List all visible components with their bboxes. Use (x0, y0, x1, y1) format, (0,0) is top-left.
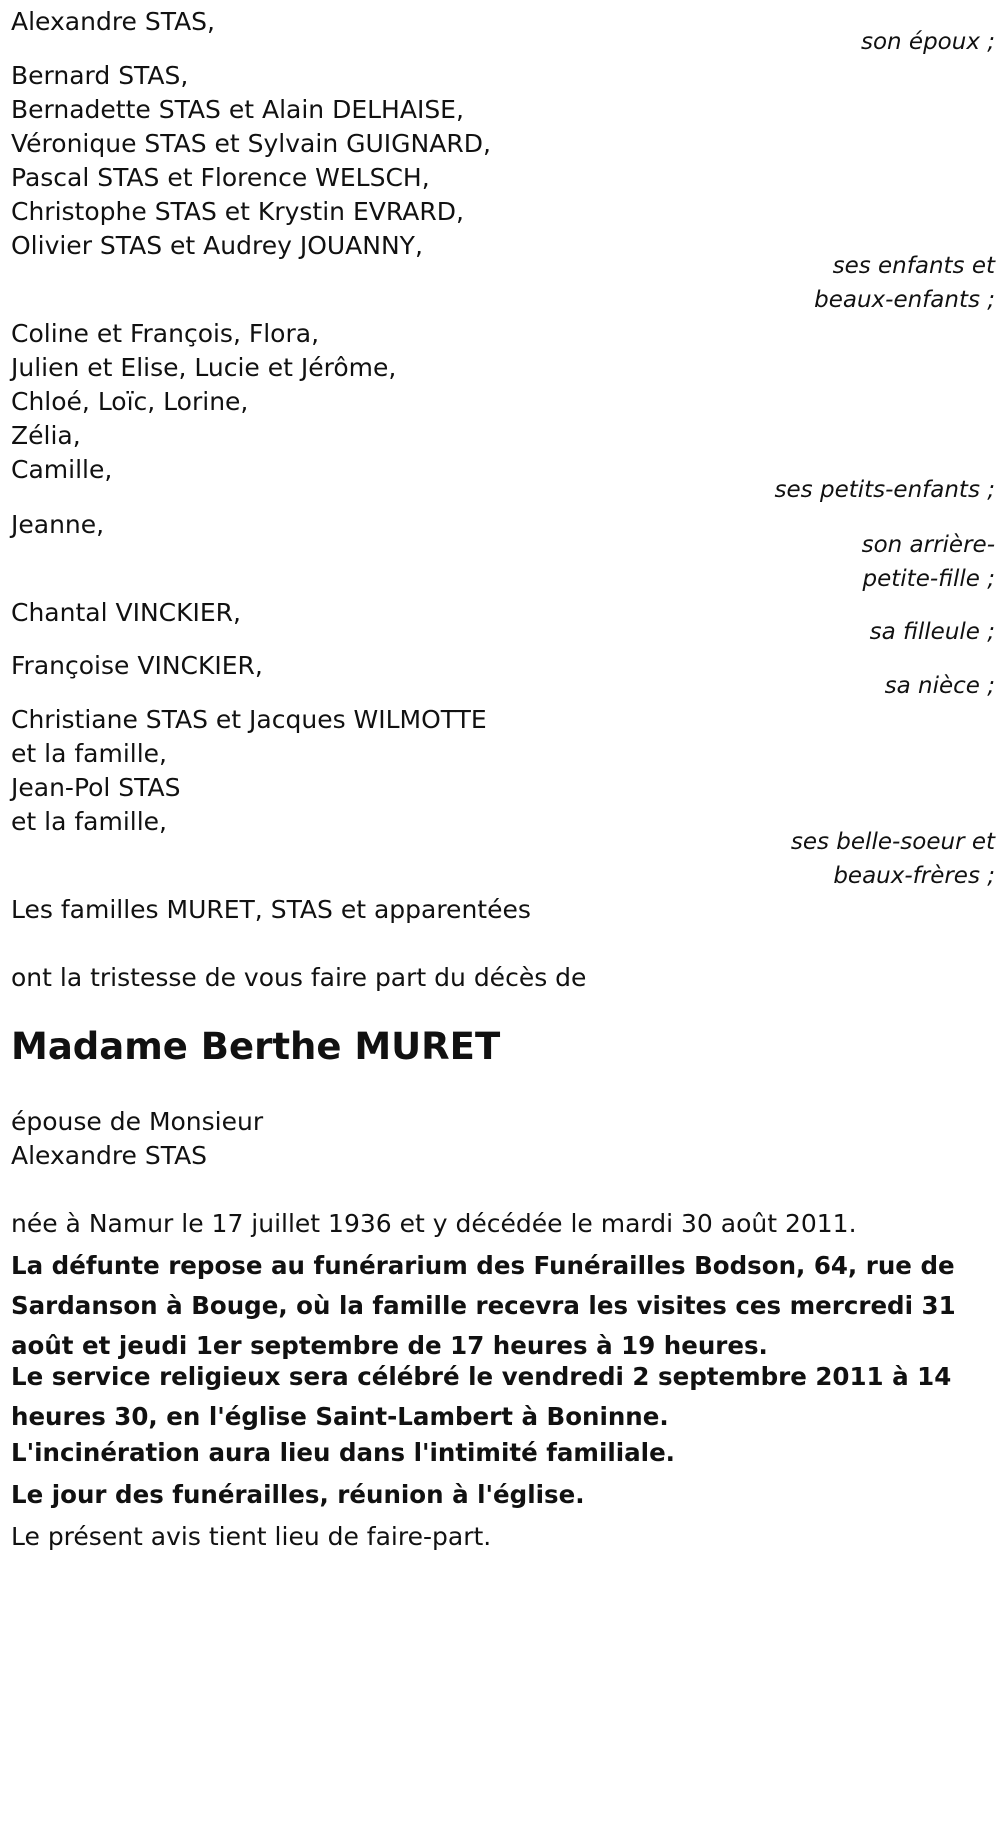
grandchildren-relation: ses petits-enfants ; (774, 477, 995, 503)
child-name: Olivier STAS et Audrey JOUANNY, (11, 231, 423, 260)
child-name: Pascal STAS et Florence WELSCH, (11, 163, 430, 192)
grandchild-name: Camille, (11, 455, 113, 484)
child-name: Véronique STAS et Sylvain GUIGNARD, (11, 129, 491, 158)
child-name: Bernadette STAS et Alain DELHAISE, (11, 95, 464, 124)
great-grandchild-relation: petite-fille ; (862, 566, 995, 592)
grandchild-name: Julien et Elise, Lucie et Jérôme, (11, 353, 397, 382)
grandchild-name: Coline et François, Flora, (11, 319, 320, 348)
in-law-name: Christiane STAS et Jacques WILMOTTE (11, 705, 487, 734)
birth-death-line: née à Namur le 17 juillet 1936 et y décédée le mardi 30 août 2011. (11, 1209, 857, 1238)
announcement-line: ont la tristesse de vous faire part du décès de (11, 963, 587, 992)
rest-info: La défunte repose au funérarium des Funérailles Bodson, 64, rue de Sardanson à Bouge, où la famille recevra les visites ces mercredi 31 août et jeudi 1er septembre de 17 heures à 19 heures. (11, 1251, 956, 1360)
grandchild-name: Chloé, Loïc, Lorine, (11, 387, 249, 416)
children-relation: ses enfants et (832, 253, 995, 279)
spouse-name: Alexandre STAS, (11, 7, 215, 36)
child-name: Christophe STAS et Krystin EVRARD, (11, 197, 464, 226)
spouse-of-line: épouse de Monsieur (11, 1107, 264, 1136)
in-laws-relation: ses belle-soeur et (790, 829, 995, 855)
child-name: Bernard STAS, (11, 61, 189, 90)
spouse-relation: son époux ; (860, 29, 995, 55)
niece-relation: sa nièce ; (884, 673, 995, 699)
meeting-info: Le jour des funérailles, réunion à l'église. (11, 1480, 585, 1509)
in-law-name: Jean-Pol STAS (11, 773, 181, 802)
great-grandchild-relation: son arrière- (861, 532, 995, 558)
deceased-name: Madame Berthe MURET (11, 1025, 501, 1068)
cremation-info: L'incinération aura lieu dans l'intimité familiale. (11, 1438, 675, 1467)
in-law-name: et la famille, (11, 739, 167, 768)
in-law-name: et la famille, (11, 807, 167, 836)
great-grandchild-name: Jeanne, (11, 510, 105, 539)
goddaughter-relation: sa filleule ; (869, 619, 995, 645)
in-laws-relation: beaux-frères ; (833, 863, 995, 889)
spouse-of-name: Alexandre STAS (11, 1141, 208, 1170)
children-relation: beaux-enfants ; (814, 287, 995, 313)
families-line: Les familles MURET, STAS et apparentées (11, 895, 531, 924)
niece-name: Françoise VINCKIER, (11, 651, 263, 680)
grandchild-name: Zélia, (11, 421, 81, 450)
closing-line: Le présent avis tient lieu de faire-part. (11, 1522, 492, 1551)
service-info: Le service religieux sera célébré le vendredi 2 septembre 2011 à 14 heures 30, en l'église Saint-Lambert à Boninne. (11, 1362, 952, 1431)
goddaughter-name: Chantal VINCKIER, (11, 598, 241, 627)
